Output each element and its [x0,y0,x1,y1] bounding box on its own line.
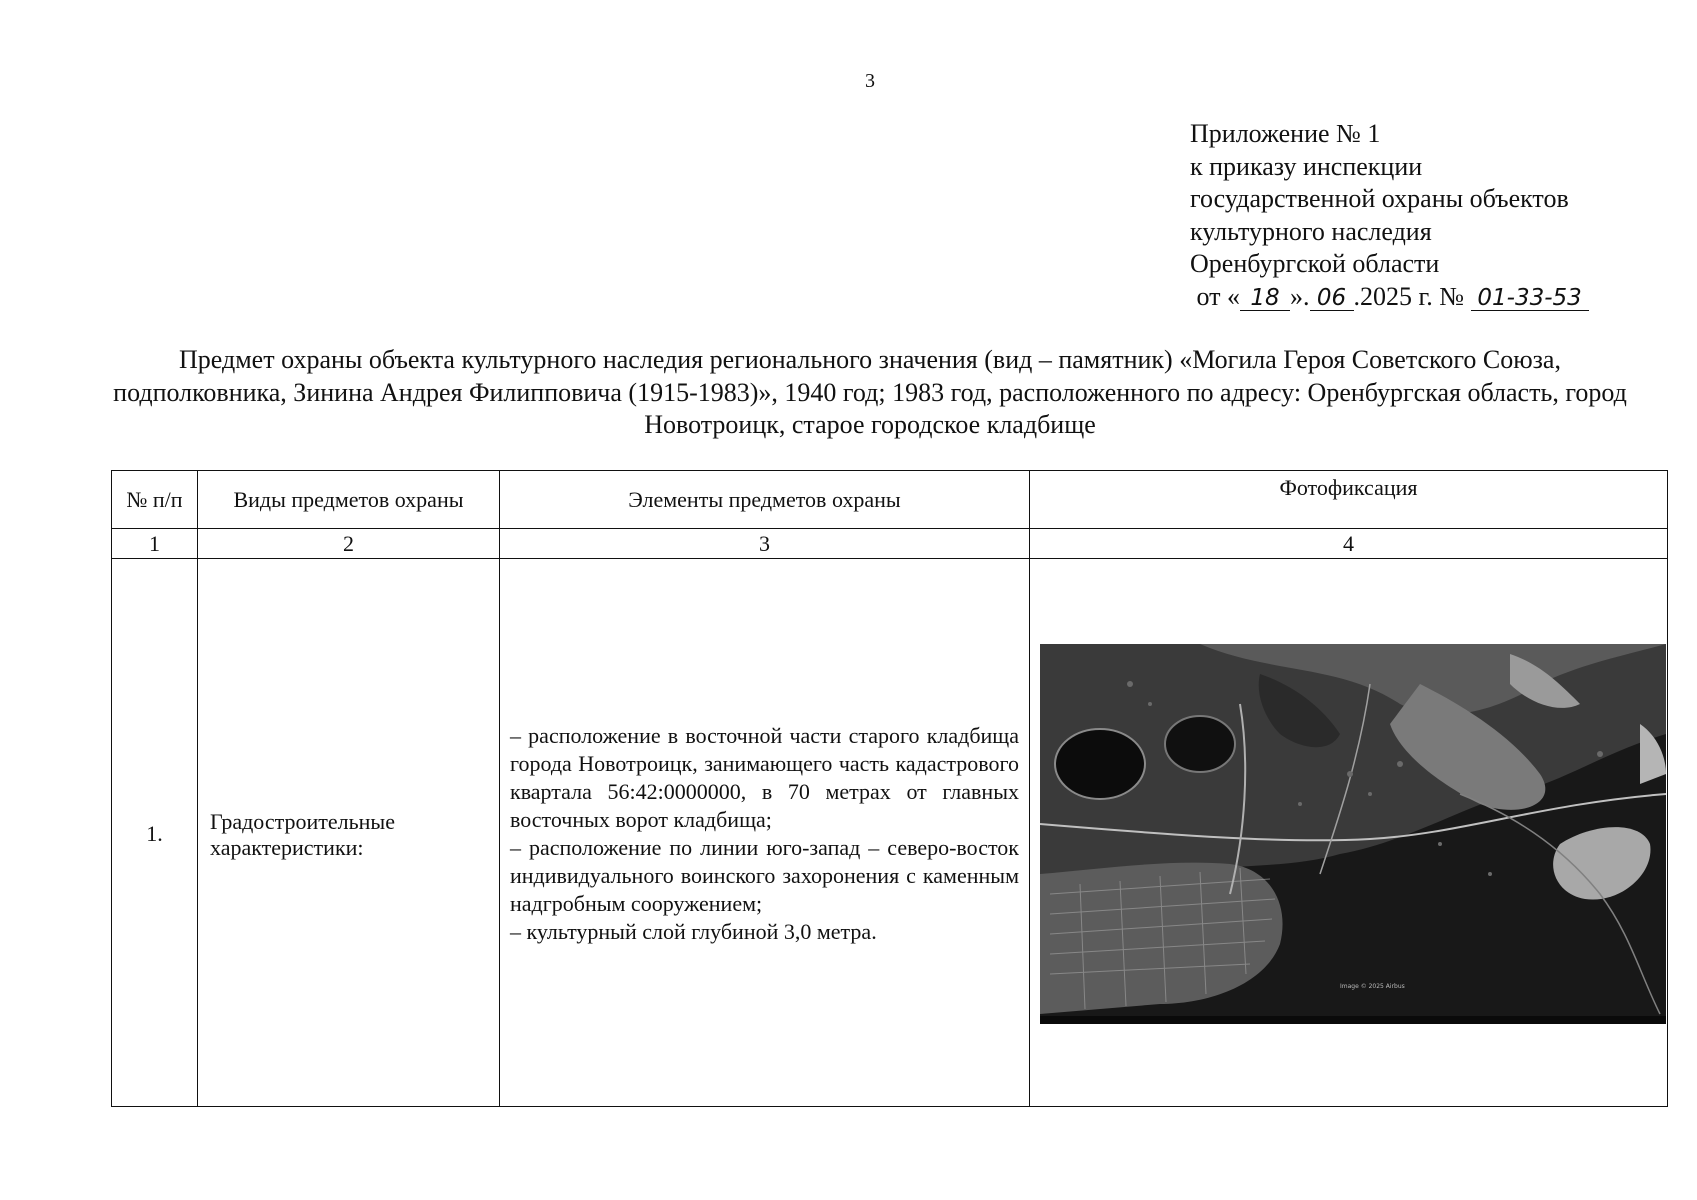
handwritten-order-number: 01-33-53 [1471,286,1589,311]
header-photo: Фотофиксация [1030,471,1668,529]
column-number: 1 [112,529,198,559]
page-number: 3 [865,70,875,92]
handwritten-day: 18 [1240,286,1290,311]
handwritten-month: 06 [1310,286,1354,311]
protection-table [111,470,1668,1107]
photo-watermark: Image © 2025 Airbus [1340,983,1405,990]
appendix-line: Приложение № 1 [1190,119,1381,148]
appendix-line: культурного наследия [1190,216,1432,246]
date-prefix: от « [1196,281,1241,311]
row-elements [500,559,1030,1107]
appendix-block [1190,118,1589,313]
header-kind: Виды предметов охраны [198,471,500,529]
table-row [112,559,1668,1107]
column-number: 4 [1030,529,1668,559]
column-number-row [112,529,1668,559]
column-number: 2 [198,529,500,559]
element-item: – культурный слой глубиной 3,0 метра. [510,919,877,944]
column-number: 3 [500,529,1030,559]
header-num: № п/п [112,471,198,529]
document-title: Предмет охраны объекта культурного наследия регионального значения (вид – памятник) «Могила Героя Советского Союза, подполковника, Зинина Андрея Филипповича (1915-1983)», 1940 год; 1983 год, расположенного по адресу: Оренбургская область, город Новотроицк, старое городское кладбище [113,345,1627,439]
row-number: 1. [112,559,198,1107]
element-item: – расположение в восточной части старого кладбища города Новотроицк, занимающего часть кадастрового квартала 56:42:0000000, в 70 метрах от главных восточных ворот кладбища; [510,723,1019,832]
element-item: – расположение по линии юго-запад – северо-восток индивидуального воинского захоронения с каменным надгробным сооружением; [510,835,1019,916]
header-elements: Элементы предметов охраны [500,471,1030,529]
row-kind: Градостроительные характеристики: [198,559,500,1107]
table-header-row [112,471,1668,529]
row-photo [1030,559,1668,1107]
appendix-line: к приказу инспекции [1190,151,1423,181]
appendix-line: государственной охраны объектов [1190,184,1569,213]
appendix-date-line [1190,281,1589,314]
date-separator: ». [1290,281,1310,311]
aerial-map-photo [1040,644,1666,1024]
date-year: .2025 г. № [1353,281,1465,311]
appendix-line: Оренбургской области [1190,249,1440,278]
